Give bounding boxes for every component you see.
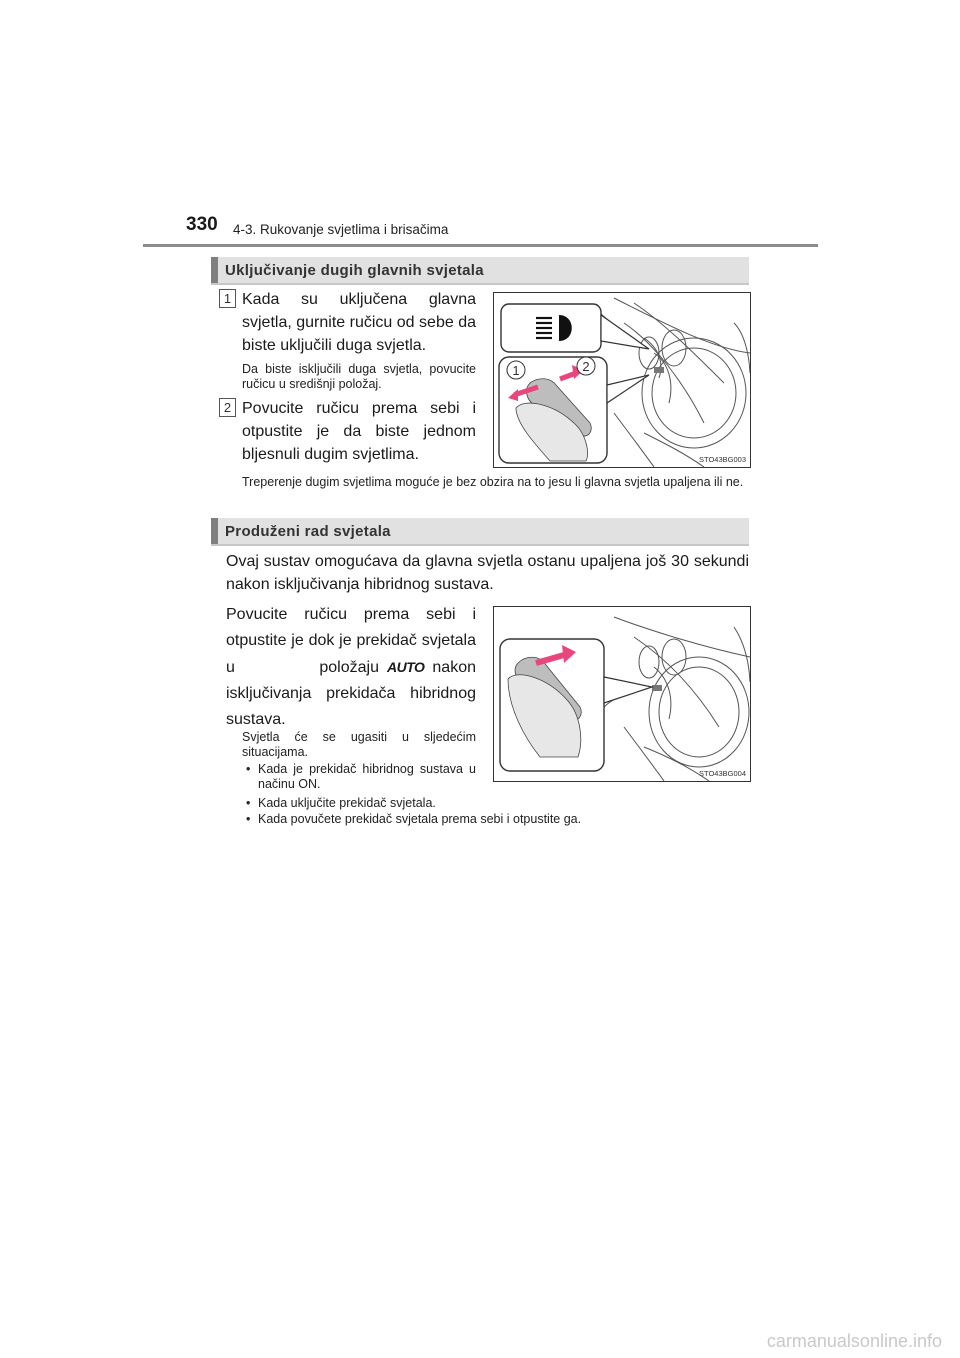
section-2-instruction	[226, 602, 476, 733]
page-number: 330	[186, 214, 218, 235]
section-heading-extended-lights	[211, 518, 749, 546]
bullet-item: • Kada uključite prekidač svjetala.	[246, 796, 749, 811]
bullet-text: Kada je prekidač hibridnog sustava u načinu ON.	[258, 762, 476, 791]
header-rule	[143, 244, 818, 247]
bullet-item: • Kada povučete prekidač svjetala prema sebi i otpustite ga.	[246, 812, 749, 827]
figure-code: STO43BG004	[699, 769, 746, 778]
section-2-note-intro: Svjetla će se ugasiti u sljedećim situacijama.	[242, 730, 476, 759]
figure-high-beam-lever	[493, 292, 751, 468]
step-1-note: Da biste isključili duga svjetla, povucite ručicu u središnji položaj.	[242, 362, 476, 391]
section-heading-high-beam	[211, 257, 749, 285]
instruction-text-b: nakon isključivanja prekidača hibridnog sustava.	[226, 659, 476, 728]
section-title: Uključivanje dugih glavnih svjetala	[225, 262, 484, 279]
step-1-text: Kada su uključena glavna svjetla, gurnite ručicu od sebe da biste uključili duga svjetla.	[242, 291, 476, 354]
section-title: Produženi rad svjetala	[225, 523, 391, 540]
instruction-text-a: Povucite ručicu prema sebi i otpustite je dok je prekidač svjetala u položaju	[226, 606, 476, 676]
auto-position-icon: AUTO	[386, 659, 425, 675]
figure-label-2: 2	[582, 359, 590, 374]
bullet-text: Kada povučete prekidač svjetala prema sebi i otpustite ga.	[258, 812, 582, 826]
section-2-intro: Ovaj sustav omogućava da glavna svjetla ostanu upaljena još 30 sekundi nakon isključivanja hibridnog sustava.	[226, 553, 749, 593]
figure-label-1: 1	[512, 363, 520, 378]
step-number-1: 1	[219, 289, 236, 308]
figure-code: STO43BG003	[699, 455, 746, 464]
watermark: carmanualsonline.info	[766, 1331, 942, 1351]
figure-illustration	[494, 607, 750, 781]
figure-illustration	[494, 293, 750, 467]
figure-extended-lights-lever	[493, 606, 751, 782]
section-1-note: Treperenje dugim svjetlima moguće je bez obzira na to jesu li glavna svjetla upaljena ili ne.	[242, 475, 744, 489]
step-number-2: 2	[219, 398, 236, 417]
section-heading-tab	[211, 518, 218, 544]
step-2-text: Povucite ručicu prema sebi i otpustite je da biste jednom bljesnuli dugim svjetlima.	[242, 400, 476, 463]
chapter-title: 4-3. Rukovanje svjetlima i brisačima	[233, 222, 449, 237]
bullet-item: • Kada je prekidač hibridnog sustava u načinu ON.	[246, 762, 476, 791]
bullet-text: Kada uključite prekidač svjetala.	[258, 796, 436, 810]
section-heading-tab	[211, 257, 218, 283]
